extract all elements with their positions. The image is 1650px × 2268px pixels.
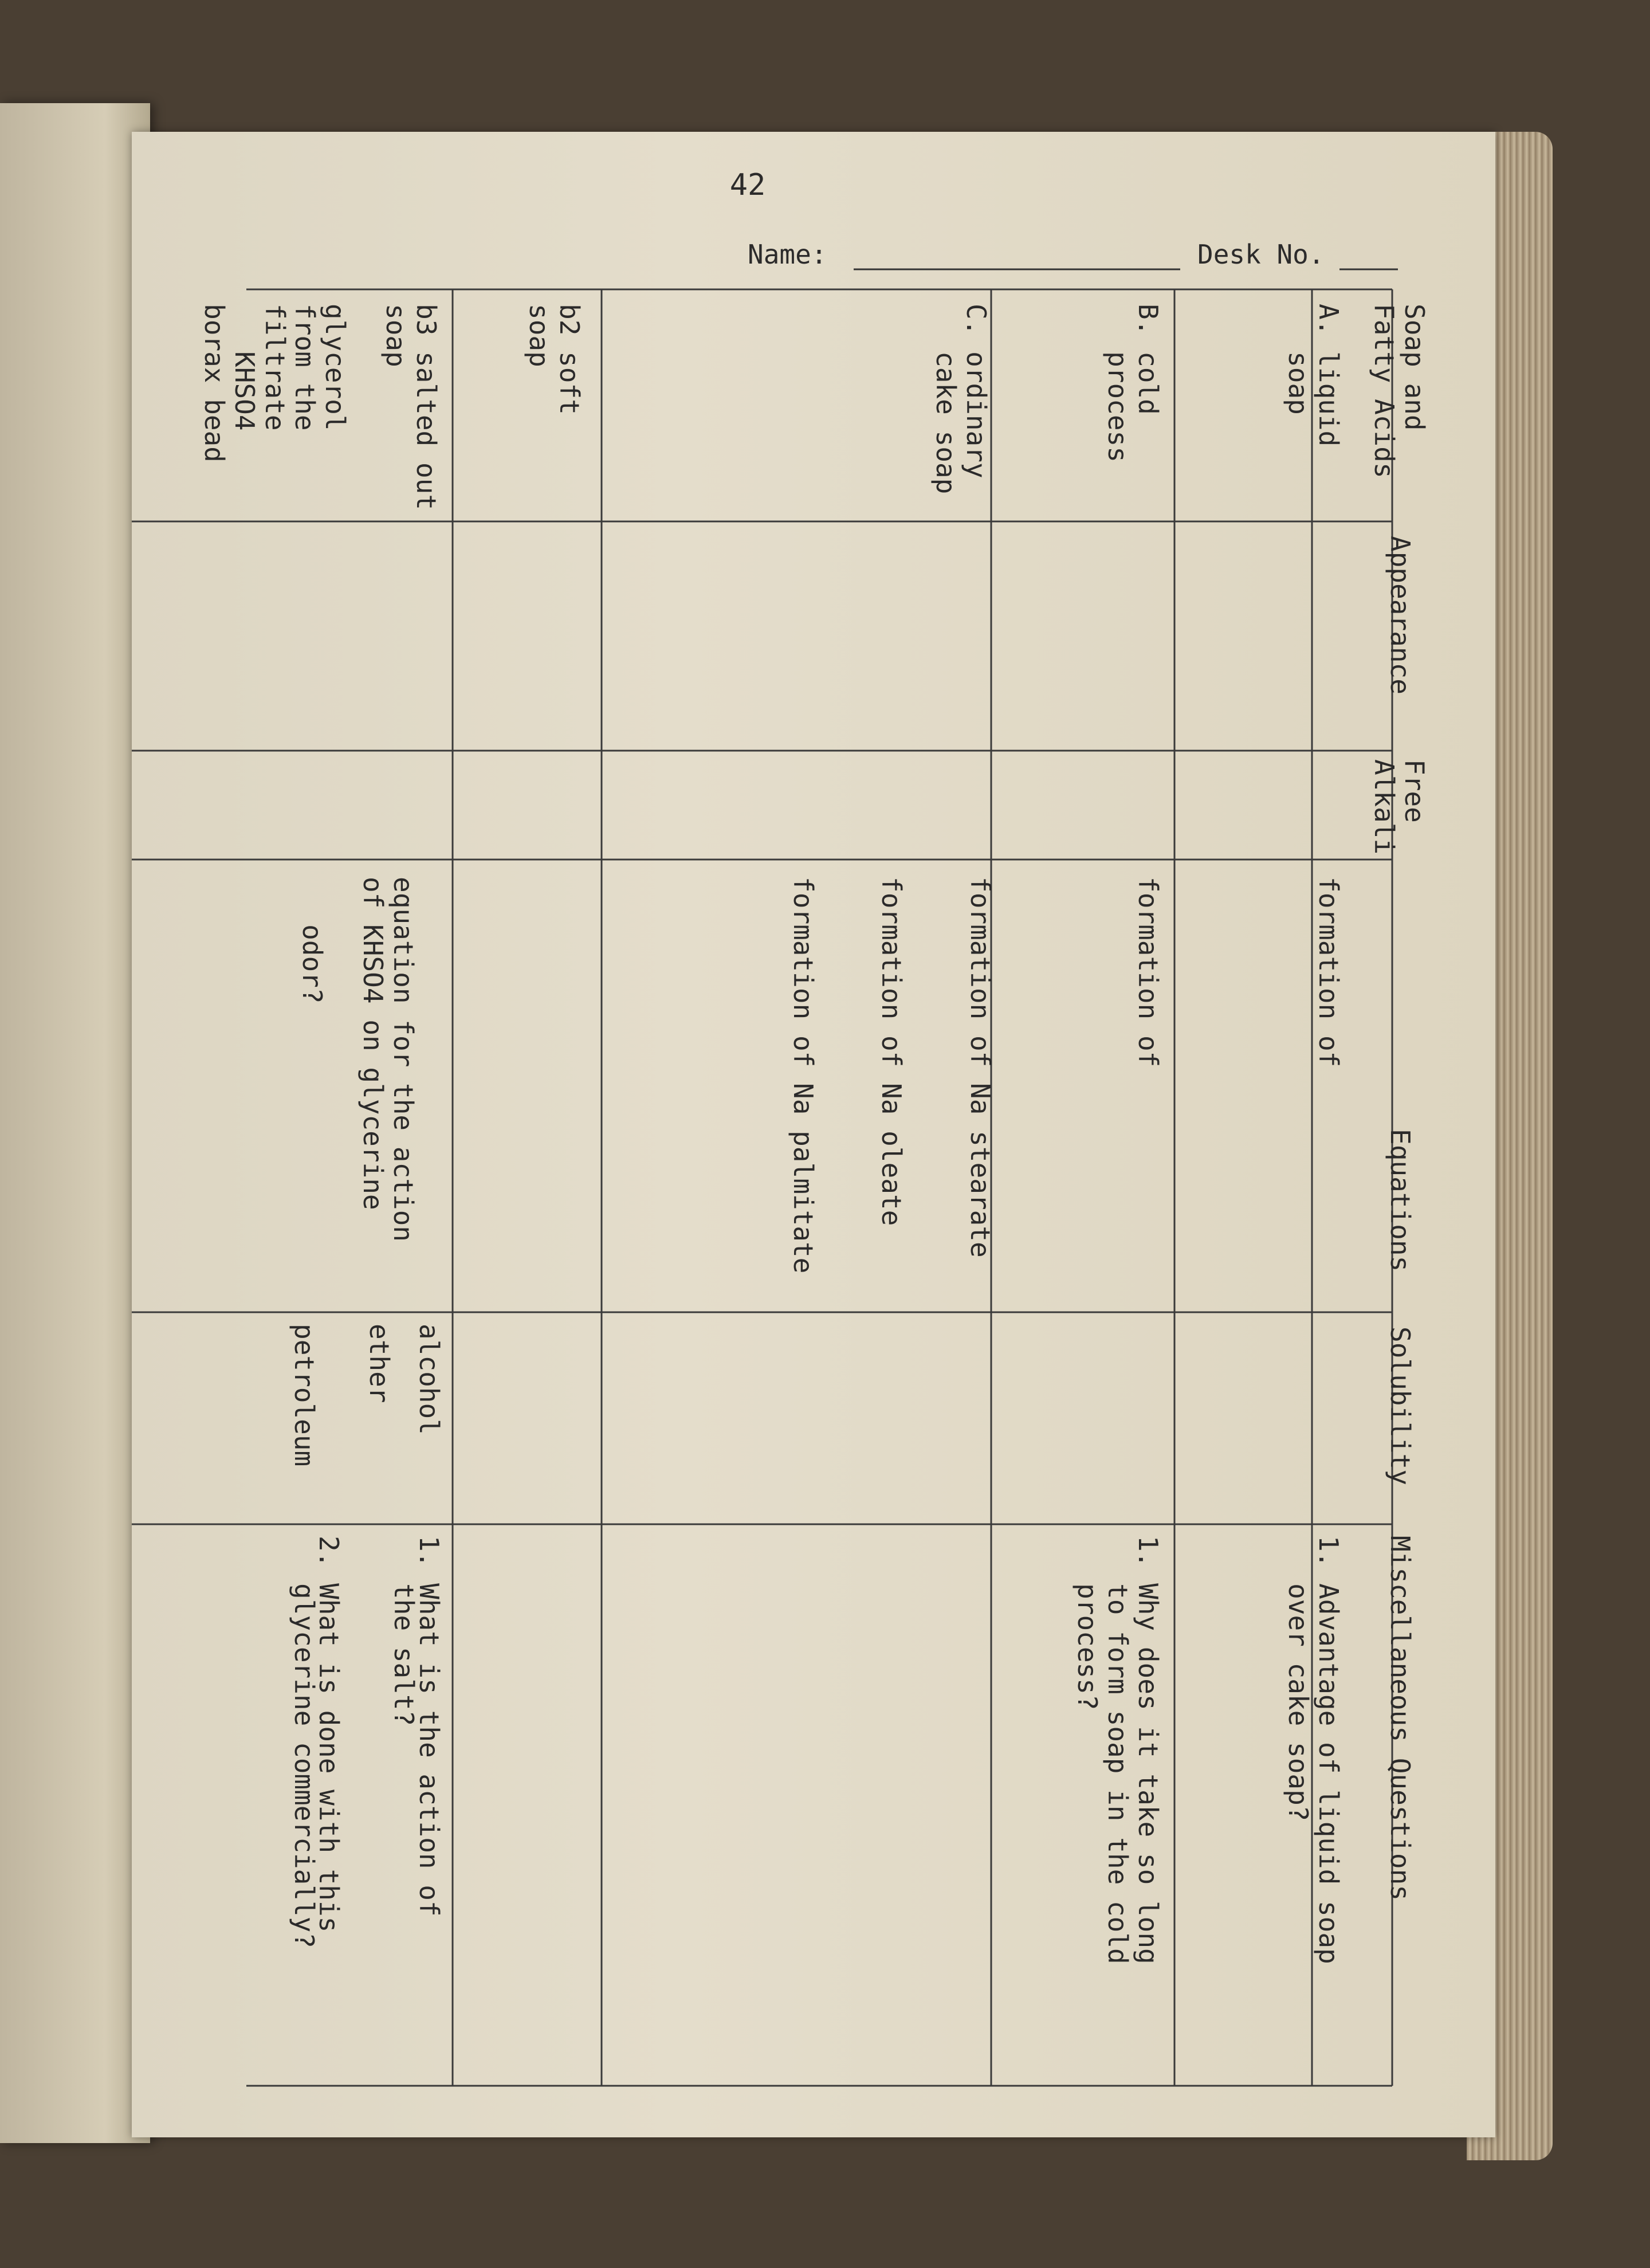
row-b-questions: 1. Why does it take so long to form soap in the cold process? bbox=[1072, 1536, 1164, 1964]
rotated-table-text bbox=[132, 132, 1495, 2137]
row-c-item: C. ordinary cake soap bbox=[930, 304, 992, 495]
desk-label: Desk No. bbox=[1197, 239, 1325, 270]
row-b3-item: b3 salted out soap glycerol from the filtrate KHSO4 borax bead bbox=[198, 304, 442, 511]
col-header-questions: Miscellaneous Questions bbox=[1385, 1536, 1416, 1901]
left-page-edge bbox=[0, 103, 150, 2143]
col-header-appearance: Appearance bbox=[1385, 536, 1416, 694]
name-label: Name: bbox=[748, 239, 827, 270]
row-b2-item: b2 soft soap bbox=[524, 304, 585, 415]
book-page bbox=[132, 132, 1495, 2137]
col-header-item: Soap and Fatty Acids bbox=[1369, 304, 1430, 478]
row-a-questions: 1. Advantage of liquid soap over cake soap? bbox=[1283, 1536, 1344, 1964]
page-number: 42 bbox=[729, 168, 766, 202]
row-b-item: B. cold process bbox=[1102, 304, 1164, 462]
col-header-equations: Equations bbox=[1385, 1129, 1416, 1272]
row-b-equations: formation of bbox=[1133, 877, 1164, 1068]
row-b3-solubility: alcohol ether petroleum bbox=[288, 1324, 445, 1467]
col-header-solubility: Solubility bbox=[1385, 1327, 1416, 1485]
col-header-free-alkali: Free Alkali bbox=[1369, 759, 1430, 855]
row-b3-equations: equation for the action of KHSO4 on glycerine odor? bbox=[297, 877, 419, 1242]
row-c-equations: formation of Na stearate formation of Na oleate formation of Na palmitate bbox=[788, 877, 996, 1274]
row-b3-questions: 1. What is the action of the salt? 2. What is done with this glycerine commercially? bbox=[288, 1536, 445, 1949]
row-a-item: A. liquid soap bbox=[1283, 304, 1344, 447]
row-a-equations: formation of bbox=[1313, 877, 1344, 1068]
